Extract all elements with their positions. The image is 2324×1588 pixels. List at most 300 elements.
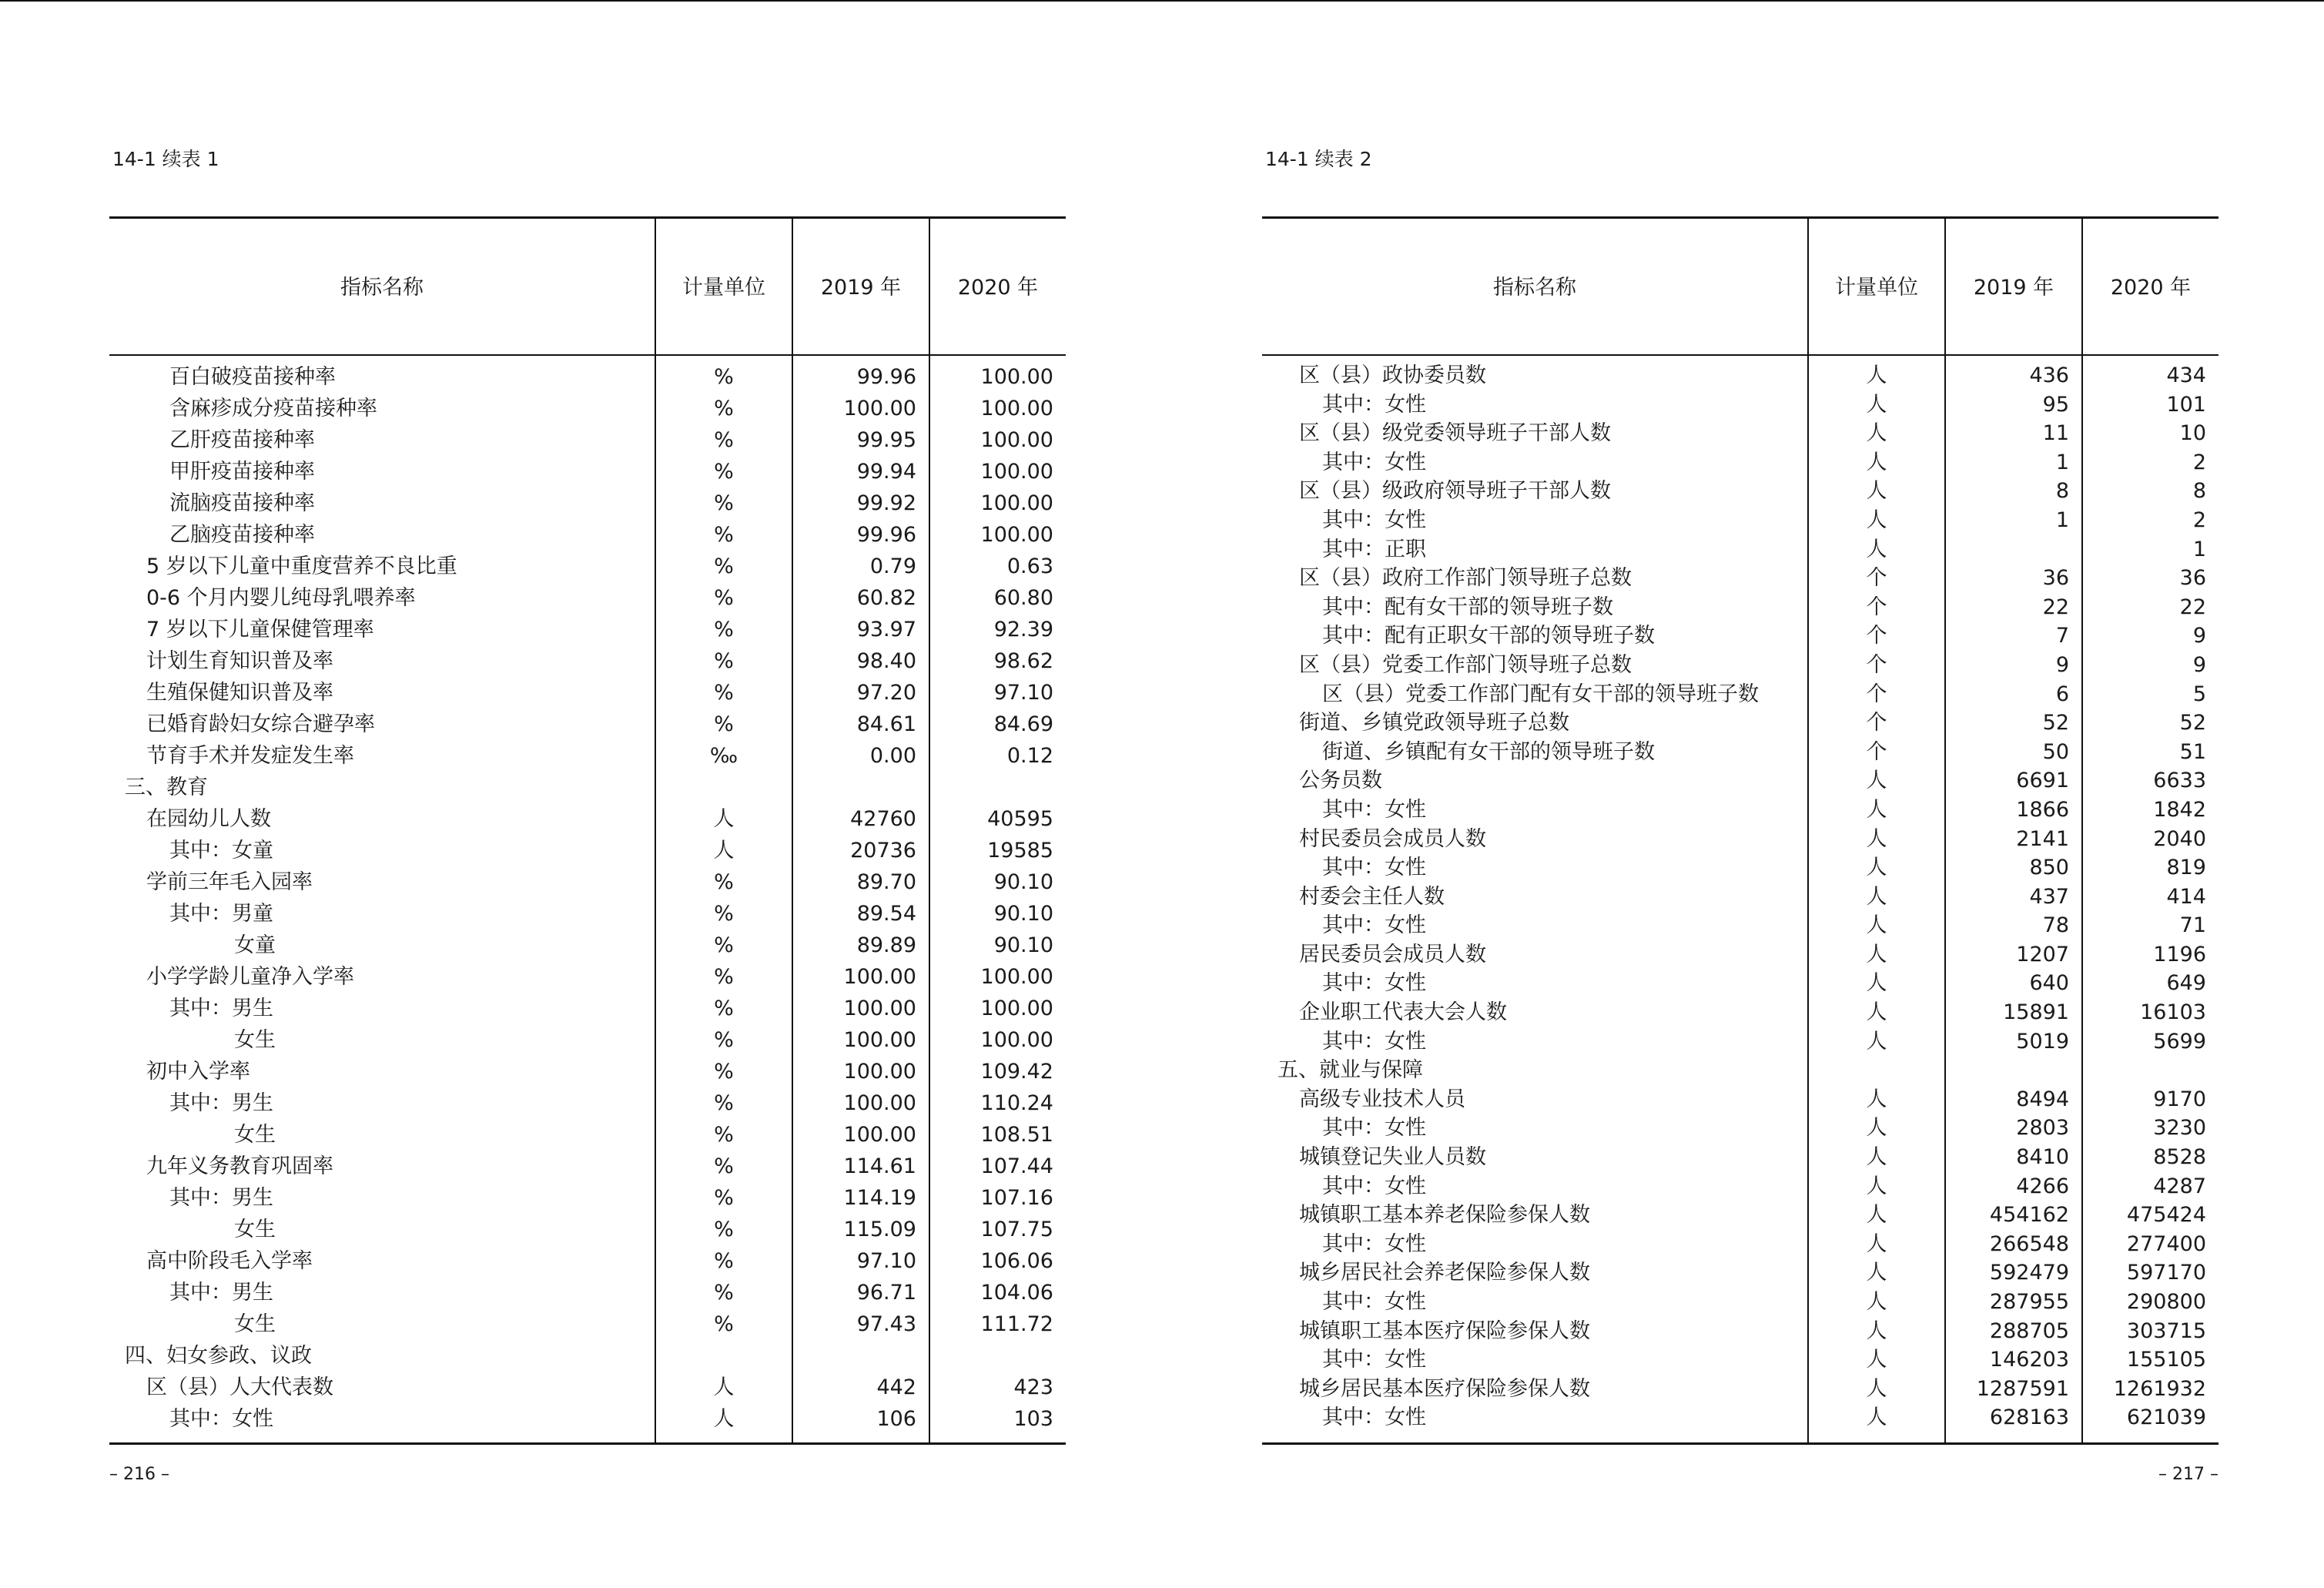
value-2019-cell: 84.61 (856, 712, 916, 736)
value-2020-cell: 155105 (2126, 1348, 2206, 1372)
table-row (109, 1245, 1066, 1277)
indicator-name-cell: 初中入学率 (146, 1060, 250, 1084)
indicator-name-cell: 5 岁以下儿童中重度营养不良比重 (146, 554, 457, 578)
unit-cell: 人 (1866, 913, 1887, 938)
header-indicator-name: 指标名称 (340, 276, 424, 300)
value-2020-cell: 100.00 (980, 460, 1053, 484)
table-row (109, 835, 1066, 866)
value-2020-cell: 290800 (2126, 1290, 2206, 1314)
unit-cell: 人 (1866, 856, 1887, 880)
indicator-name-cell: 其中：女性 (1322, 971, 1426, 996)
value-2020-cell: 8528 (2153, 1145, 2206, 1170)
unit-cell: % (714, 1123, 734, 1147)
header-year-2019: 2019 年 (820, 276, 902, 300)
header-indicator-name: 指标名称 (1493, 276, 1576, 300)
table-row (1262, 738, 2219, 767)
indicator-name-cell: 节育手术并发症发生率 (146, 744, 354, 768)
value-2020-cell: 71 (2179, 913, 2206, 938)
unit-cell: % (714, 428, 734, 452)
indicator-name-cell: 在园幼儿人数 (146, 807, 271, 831)
value-2019-cell: 99.92 (856, 491, 916, 515)
indicator-name-cell: 高中阶段毛入学率 (146, 1249, 313, 1273)
table-row (109, 677, 1066, 709)
unit-cell: 人 (1866, 1348, 1887, 1372)
table-body (109, 361, 1066, 1435)
value-2020-cell: 9 (2192, 624, 2206, 648)
table-row (109, 1151, 1066, 1182)
header-year-2019: 2019 年 (1973, 276, 2054, 300)
value-2020-cell: 0.12 (1006, 744, 1053, 768)
table-row (1262, 940, 2219, 970)
table-row (109, 1119, 1066, 1151)
value-2019-cell: 99.96 (856, 365, 916, 389)
table-row (1262, 361, 2219, 390)
value-2019-cell: 8 (2055, 479, 2069, 504)
value-2019-cell: 99.95 (856, 428, 916, 452)
value-2019-cell: 106 (876, 1407, 916, 1431)
value-2019-cell: 36 (2042, 566, 2069, 591)
value-2019-cell: 97.10 (856, 1249, 916, 1273)
value-2019-cell: 99.94 (856, 460, 916, 484)
value-2019-cell: 100.00 (843, 1123, 916, 1147)
value-2019-cell: 60.82 (856, 586, 916, 610)
table-row (1262, 796, 2219, 825)
value-2020-cell: 19585 (987, 839, 1053, 863)
table-row (1262, 564, 2219, 593)
indicator-name-cell: 其中：女性 (1322, 1116, 1426, 1141)
indicator-name-cell: 女生 (234, 1028, 276, 1052)
table-row (109, 551, 1066, 582)
value-2020-cell: 100.00 (980, 1028, 1053, 1052)
table-body (1262, 361, 2219, 1432)
unit-cell: % (714, 491, 734, 515)
indicator-name-cell: 居民委员会成员人数 (1299, 942, 1486, 967)
value-2020-cell: 9170 (2153, 1087, 2206, 1111)
value-2020-cell: 107.75 (980, 1218, 1053, 1241)
value-2019-cell: 78 (2042, 913, 2069, 938)
unit-cell: 人 (1866, 1000, 1887, 1025)
indicator-name-cell: 城镇登记失业人员数 (1299, 1145, 1486, 1170)
indicator-name-cell: 7 岁以下儿童保健管理率 (146, 618, 374, 642)
value-2019-cell: 640 (2029, 971, 2069, 996)
indicator-name-cell: 其中：男生 (169, 1186, 273, 1210)
unit-cell: 人 (1866, 942, 1887, 967)
value-2020-cell: 649 (2166, 971, 2206, 996)
unit-cell: % (714, 1154, 734, 1178)
value-2020-cell: 100.00 (980, 523, 1053, 547)
value-2020-cell: 109.42 (980, 1060, 1053, 1084)
table-row (1262, 1114, 2219, 1143)
value-2020-cell: 92.39 (993, 618, 1053, 642)
table-row (1262, 680, 2219, 709)
unit-cell: 人 (1866, 479, 1887, 504)
indicator-name-cell: 区（县）政府工作部门领导班子总数 (1299, 566, 1632, 591)
header-year-2020: 2020 年 (957, 276, 1039, 300)
page-number: – 216 – (109, 1465, 169, 1484)
value-2020-cell: 1 (2192, 537, 2206, 561)
table-row (109, 1277, 1066, 1308)
value-2019-cell: 436 (2029, 363, 2069, 387)
table-row (1262, 1258, 2219, 1288)
value-2019-cell: 1207 (2016, 942, 2069, 967)
value-2019-cell: 266548 (1989, 1231, 2069, 1256)
table-row (1262, 1403, 2219, 1432)
table-row (109, 456, 1066, 487)
indicator-name-cell: 乙脑疫苗接种率 (169, 523, 315, 547)
value-2019-cell: 97.43 (856, 1312, 916, 1336)
value-2020-cell: 9 (2192, 652, 2206, 677)
table-row (109, 582, 1066, 614)
indicator-name-cell: 其中：女性 (1322, 797, 1426, 822)
table-title: 14-1 续表 2 (1265, 148, 1372, 170)
value-2019-cell: 454162 (1989, 1203, 2069, 1228)
value-2019-cell: 437 (2029, 884, 2069, 909)
table-row (1262, 448, 2219, 477)
value-2020-cell: 1261932 (2113, 1376, 2206, 1401)
table-row (109, 1372, 1066, 1403)
value-2020-cell: 3230 (2153, 1116, 2206, 1141)
value-2019-cell: 115.09 (843, 1218, 916, 1241)
unit-cell: 个 (1866, 739, 1887, 764)
indicator-name-cell: 三、教育 (125, 776, 208, 799)
indicator-name-cell: 其中：女性 (1322, 450, 1426, 474)
indicator-name-cell: 村民委员会成员人数 (1299, 826, 1486, 851)
indicator-name-cell: 其中：配有女干部的领导班子数 (1322, 595, 1613, 619)
table-row (109, 424, 1066, 456)
table-row (109, 487, 1066, 519)
left-page (109, 0, 1066, 1588)
value-2019-cell: 8410 (2016, 1145, 2069, 1170)
value-2020-cell: 414 (2166, 884, 2206, 909)
indicator-name-cell: 计划生育知识普及率 (146, 649, 333, 673)
indicator-name-cell: 含麻疹成分疫苗接种率 (169, 397, 377, 420)
table-row (1262, 390, 2219, 420)
table-row (1262, 1288, 2219, 1317)
value-2019-cell: 628163 (1989, 1405, 2069, 1430)
indicator-name-cell: 小学学龄儿童净入学率 (146, 965, 354, 989)
indicator-name-cell: 流脑疫苗接种率 (169, 491, 315, 515)
indicator-name-cell: 区（县）人大代表数 (146, 1375, 333, 1399)
indicator-name-cell: 其中：男生 (169, 997, 273, 1020)
value-2019-cell: 100.00 (843, 997, 916, 1020)
value-2020-cell: 103 (1013, 1407, 1053, 1431)
indicator-name-cell: 其中：男生 (169, 1281, 273, 1305)
indicator-name-cell: 五、就业与保障 (1278, 1058, 1423, 1083)
unit-cell: 人 (1866, 769, 1887, 793)
table-row (109, 709, 1066, 740)
unit-cell: % (714, 1281, 734, 1305)
table-row (109, 866, 1066, 898)
value-2020-cell: 0.63 (1006, 554, 1053, 578)
table-row (1262, 1056, 2219, 1085)
value-2020-cell: 2040 (2153, 826, 2206, 851)
indicator-name-cell: 区（县）级党委领导班子干部人数 (1299, 421, 1611, 446)
table-row (1262, 1143, 2219, 1172)
value-2020-cell: 100.00 (980, 491, 1053, 515)
value-2019-cell: 98.40 (856, 649, 916, 673)
value-2019-cell: 9 (2055, 652, 2069, 677)
indicator-name-cell: 乙肝疫苗接种率 (169, 428, 315, 452)
unit-cell: % (714, 618, 734, 642)
unit-cell: 人 (1866, 1290, 1887, 1314)
value-2019-cell: 89.54 (856, 902, 916, 926)
value-2020-cell: 597170 (2126, 1261, 2206, 1285)
indicator-name-cell: 其中：女性 (169, 1407, 273, 1431)
value-2020-cell: 111.72 (980, 1312, 1053, 1336)
value-2019-cell: 592479 (1989, 1261, 2069, 1285)
value-2019-cell: 1 (2055, 450, 2069, 474)
value-2019-cell: 93.97 (856, 618, 916, 642)
value-2019-cell: 0.00 (869, 744, 916, 768)
unit-cell: 个 (1866, 624, 1887, 648)
unit-cell: 人 (713, 807, 735, 831)
value-2019-cell: 6 (2055, 682, 2069, 706)
value-2019-cell: 114.19 (843, 1186, 916, 1210)
value-2019-cell: 97.20 (856, 681, 916, 705)
value-2020-cell: 36 (2179, 566, 2206, 591)
value-2019-cell: 42760 (850, 807, 916, 831)
unit-cell: % (714, 1060, 734, 1084)
table-row (109, 961, 1066, 993)
indicator-name-cell: 企业职工代表大会人数 (1299, 1000, 1507, 1025)
value-2019-cell: 0.79 (869, 554, 916, 578)
table-row (1262, 766, 2219, 796)
table-row (1262, 1230, 2219, 1259)
value-2020-cell: 60.80 (993, 586, 1053, 610)
value-2019-cell: 5019 (2016, 1029, 2069, 1054)
header-bottom-rule (109, 354, 1066, 356)
value-2019-cell: 15891 (2003, 1000, 2069, 1025)
value-2019-cell: 89.89 (856, 933, 916, 957)
table-row (1262, 1027, 2219, 1057)
value-2020-cell: 100.00 (980, 997, 1053, 1020)
indicator-name-cell: 其中：男生 (169, 1091, 273, 1115)
table-row (1262, 1172, 2219, 1201)
indicator-name-cell: 0-6 个月内婴儿纯母乳喂养率 (146, 586, 416, 610)
table-row (1262, 419, 2219, 448)
table-row (1262, 506, 2219, 535)
unit-cell: 人 (713, 1407, 735, 1431)
table-row (109, 1214, 1066, 1245)
table-row (109, 1056, 1066, 1087)
indicator-name-cell: 女生 (234, 1218, 276, 1241)
table-row (1262, 593, 2219, 622)
value-2020-cell: 100.00 (980, 965, 1053, 989)
table-bottom-rule (109, 1442, 1066, 1445)
unit-cell: % (714, 1091, 734, 1115)
value-2019-cell: 100.00 (843, 965, 916, 989)
table-row (109, 361, 1066, 393)
indicator-name-cell: 区（县）党委工作部门领导班子总数 (1299, 652, 1632, 677)
value-2020-cell: 107.44 (980, 1154, 1053, 1178)
table-row (109, 1403, 1066, 1435)
indicator-name-cell: 其中：配有正职女干部的领导班子数 (1322, 624, 1655, 648)
value-2020-cell: 52 (2179, 711, 2206, 735)
value-2019-cell: 2141 (2016, 826, 2069, 851)
value-2020-cell: 2 (2192, 450, 2206, 474)
value-2020-cell: 16103 (2140, 1000, 2206, 1025)
unit-cell: 人 (1866, 1087, 1887, 1111)
value-2020-cell: 108.51 (980, 1123, 1053, 1147)
unit-cell: 个 (1866, 595, 1887, 619)
unit-cell: 人 (1866, 450, 1887, 474)
value-2020-cell: 5699 (2153, 1029, 2206, 1054)
indicator-name-cell: 街道、乡镇配有女干部的领导班子数 (1322, 739, 1655, 764)
indicator-name-cell: 其中：女性 (1322, 1405, 1426, 1430)
indicator-name-cell: 街道、乡镇党政领导班子总数 (1299, 711, 1569, 735)
indicator-name-cell: 区（县）党委工作部门配有女干部的领导班子数 (1322, 682, 1759, 706)
value-2020-cell: 101 (2166, 392, 2206, 417)
table-row (1262, 535, 2219, 565)
table-row (109, 898, 1066, 930)
indicator-name-cell: 生殖保健知识普及率 (146, 681, 333, 705)
unit-cell: 人 (1866, 508, 1887, 532)
indicator-name-cell: 其中：女性 (1322, 508, 1426, 532)
indicator-name-cell: 已婚育龄妇女综合避孕率 (146, 712, 375, 736)
table-row (109, 393, 1066, 424)
value-2019-cell: 8494 (2016, 1087, 2069, 1111)
unit-cell: % (714, 712, 734, 736)
unit-cell: 个 (1866, 711, 1887, 735)
table-bottom-rule (1262, 1442, 2219, 1445)
unit-cell: 人 (1866, 1231, 1887, 1256)
table-row (109, 1308, 1066, 1340)
unit-cell: % (714, 1218, 734, 1241)
value-2019-cell: 11 (2042, 421, 2069, 446)
data-table (109, 216, 1066, 1446)
unit-cell: % (714, 1028, 734, 1052)
table-row (109, 1182, 1066, 1214)
value-2019-cell: 114.61 (843, 1154, 916, 1178)
value-2020-cell: 100.00 (980, 365, 1053, 389)
value-2020-cell: 97.10 (993, 681, 1053, 705)
table-row (109, 1340, 1066, 1372)
value-2019-cell: 1866 (2016, 797, 2069, 822)
table-row (109, 1024, 1066, 1056)
page-number: – 217 – (2158, 1465, 2219, 1484)
value-2019-cell: 100.00 (843, 1028, 916, 1052)
indicator-name-cell: 其中：女性 (1322, 856, 1426, 880)
table-row (1262, 709, 2219, 738)
value-2020-cell: 10 (2179, 421, 2206, 446)
value-2019-cell: 850 (2029, 856, 2069, 880)
unit-cell: % (714, 586, 734, 610)
table-row (1262, 1201, 2219, 1230)
unit-cell: 人 (1866, 797, 1887, 822)
table-row (1262, 1345, 2219, 1375)
value-2019-cell: 96.71 (856, 1281, 916, 1305)
unit-cell: 人 (1866, 392, 1887, 417)
indicator-name-cell: 女生 (234, 1312, 276, 1336)
unit-cell: % (714, 997, 734, 1020)
value-2019-cell: 442 (876, 1375, 916, 1399)
indicator-name-cell: 女童 (234, 933, 276, 957)
value-2019-cell: 1287591 (1976, 1376, 2069, 1401)
table-row (1262, 998, 2219, 1027)
table-row (1262, 911, 2219, 940)
table-row (109, 772, 1066, 803)
indicator-name-cell: 学前三年毛入园率 (146, 870, 313, 894)
header-unit: 计量单位 (1835, 276, 1918, 300)
unit-cell: % (714, 365, 734, 389)
value-2020-cell: 100.00 (980, 428, 1053, 452)
table-row (109, 645, 1066, 677)
indicator-name-cell: 其中：女性 (1322, 913, 1426, 938)
value-2020-cell: 107.16 (980, 1186, 1053, 1210)
indicator-name-cell: 其中：正职 (1322, 537, 1426, 561)
table-row (1262, 853, 2219, 883)
value-2020-cell: 423 (1013, 1375, 1053, 1399)
unit-cell: 人 (1866, 1261, 1887, 1285)
value-2020-cell: 90.10 (993, 902, 1053, 926)
unit-cell: 人 (713, 839, 735, 863)
unit-cell: 人 (1866, 971, 1887, 996)
unit-cell: 个 (1866, 652, 1887, 677)
value-2020-cell: 8 (2192, 479, 2206, 504)
indicator-name-cell: 其中：女性 (1322, 392, 1426, 417)
value-2019-cell: 288705 (1989, 1318, 2069, 1343)
unit-cell: 人 (1866, 1376, 1887, 1401)
header-bottom-rule (1262, 354, 2219, 356)
value-2020-cell: 22 (2179, 595, 2206, 619)
indicator-name-cell: 甲肝疫苗接种率 (169, 460, 315, 484)
value-2019-cell: 4266 (2016, 1174, 2069, 1198)
unit-cell: 人 (1866, 1174, 1887, 1198)
unit-cell: % (714, 681, 734, 705)
value-2020-cell: 90.10 (993, 870, 1053, 894)
unit-cell: % (714, 1312, 734, 1336)
unit-cell: % (714, 933, 734, 957)
table-row (1262, 1085, 2219, 1114)
unit-cell: % (714, 870, 734, 894)
indicator-name-cell: 区（县）政协委员数 (1299, 363, 1486, 387)
unit-cell: % (714, 649, 734, 673)
unit-cell: 人 (1866, 1029, 1887, 1054)
value-2019-cell: 100.00 (843, 1060, 916, 1084)
value-2020-cell: 104.06 (980, 1281, 1053, 1305)
value-2020-cell: 621039 (2126, 1405, 2206, 1430)
value-2019-cell: 95 (2042, 392, 2069, 417)
table-row (109, 930, 1066, 961)
value-2019-cell: 89.70 (856, 870, 916, 894)
value-2020-cell: 819 (2166, 856, 2206, 880)
unit-cell: % (714, 460, 734, 484)
table-row (1262, 477, 2219, 506)
unit-cell: % (714, 902, 734, 926)
table-row (109, 803, 1066, 835)
indicator-name-cell: 其中：女性 (1322, 1290, 1426, 1314)
value-2020-cell: 98.62 (993, 649, 1053, 673)
unit-cell: % (714, 1186, 734, 1210)
value-2020-cell: 4287 (2153, 1174, 2206, 1198)
unit-cell: % (714, 397, 734, 420)
unit-cell: 人 (713, 1375, 735, 1399)
indicator-name-cell: 九年义务教育巩固率 (146, 1154, 333, 1178)
value-2020-cell: 1842 (2153, 797, 2206, 822)
indicator-name-cell: 区（县）级政府领导班子干部人数 (1299, 479, 1611, 504)
value-2020-cell: 51 (2179, 739, 2206, 764)
table-row (1262, 651, 2219, 680)
value-2020-cell: 277400 (2126, 1231, 2206, 1256)
value-2019-cell: 1 (2055, 508, 2069, 532)
indicator-name-cell: 其中：男童 (169, 902, 273, 926)
value-2019-cell: 7 (2055, 624, 2069, 648)
indicator-name-cell: 女生 (234, 1123, 276, 1147)
value-2020-cell: 40595 (987, 807, 1053, 831)
unit-cell: 人 (1866, 826, 1887, 851)
unit-cell: 人 (1866, 1203, 1887, 1228)
indicator-name-cell: 村委会主任人数 (1299, 884, 1445, 909)
